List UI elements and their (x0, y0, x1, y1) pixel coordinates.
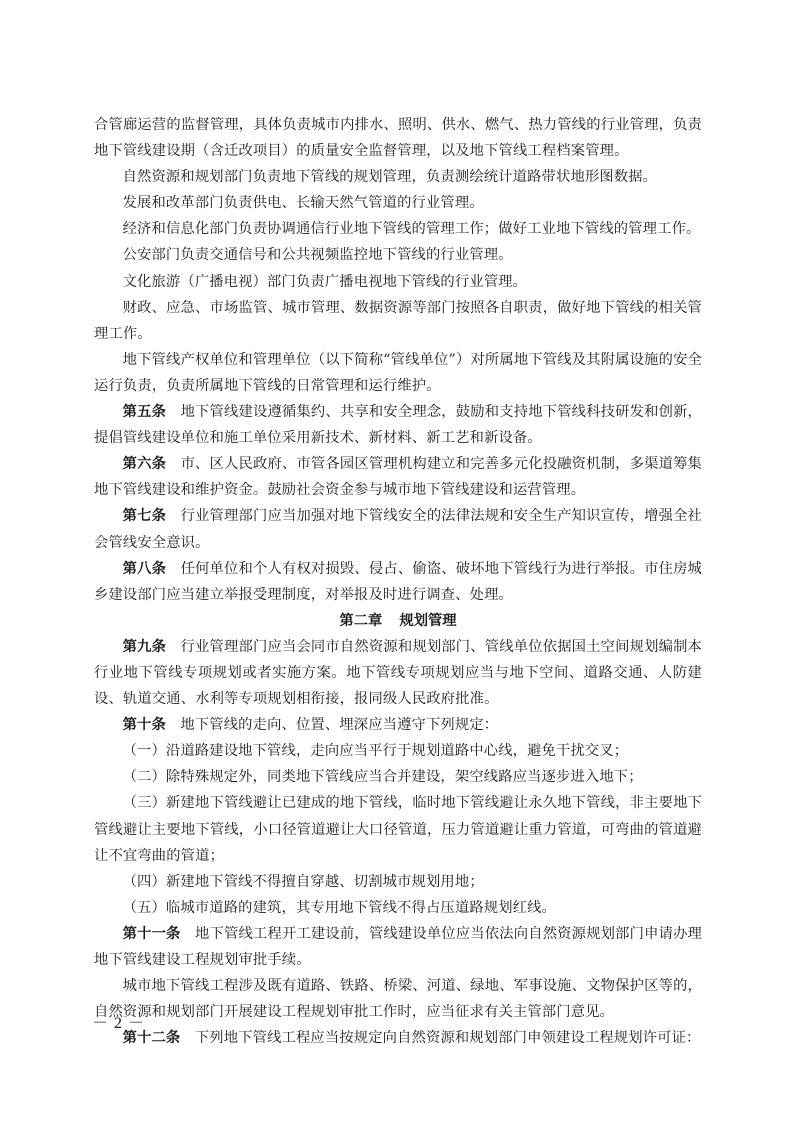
article-number: 第十二条 (122, 1030, 181, 1047)
paragraph-text: 自然资源和规划部门负责地下管线的规划管理，负责测绘统计道路带状地形图数据。 (122, 169, 658, 186)
paragraph (94, 738, 702, 764)
paragraph (94, 190, 702, 216)
article-number: 第六条 (122, 456, 167, 473)
article-paragraph (94, 556, 702, 608)
paragraph-text: （五）临城市道路的建筑，其专用地下管线不得占压道路规划红线。 (122, 899, 556, 916)
article-number: 第八条 (122, 560, 167, 577)
paragraph-text: 任何单位和个人有权对损毁、侵占、偷盗、破坏地下管线行为进行举报。市住房城乡建设部门应当建立举报受理制度，对举报及时进行调查、处理。 (94, 560, 703, 603)
paragraph-text: 市、区人民政府、市管各园区管理机构建立和完善多元化投融资机制，多渠道筹集地下管线建设和维护资金。鼓励社会资金参与城市地下管线建设和运营管理。 (94, 456, 703, 499)
article-paragraph (94, 503, 702, 555)
article-paragraph (94, 712, 702, 738)
paragraph (94, 216, 702, 242)
article-number: 第十一条 (122, 925, 181, 942)
article-paragraph (94, 634, 702, 712)
paragraph-text: （一）沿道路建设地下管线，走向应当平行于规划道路中心线，避免干扰交叉； (122, 743, 629, 760)
article-paragraph (94, 1025, 702, 1051)
paragraph (94, 347, 702, 399)
paragraph-text: 公安部门负责交通信号和公共视频监控地下管线的行业管理。 (122, 247, 513, 264)
article-paragraph (94, 451, 702, 503)
paragraph-continuation (94, 112, 702, 164)
paragraph-text: 合管廊运营的监督管理，具体负责城市内排水、照明、供水、燃气、热力管线的行业管理，负责地下管线建设期（含迁改项目）的质量安全监督管理，以及地下管线工程档案管理。 (94, 117, 702, 160)
paragraph (94, 790, 702, 868)
paragraph-text: 地下管线的走向、位置、埋深应当遵守下列规定： (180, 717, 499, 734)
chapter-title: 规划管理 (399, 612, 457, 629)
paragraph-text: （二）除特殊规定外，同类地下管线应当合并建设，架空线路应当逐步进入地下； (122, 769, 643, 786)
paragraph-text: 地下管线产权单位和管理单位（以下简称“管线单位”）对所属地下管线及其附属设施的安全运行负责，负责所属地下管线的日常管理和运行维护。 (94, 351, 702, 394)
paragraph (94, 764, 702, 790)
paragraph (94, 269, 702, 295)
paragraph (94, 242, 702, 268)
paragraph (94, 895, 702, 921)
page-number: － 2 － (92, 1015, 146, 1032)
chapter-heading (94, 608, 702, 634)
paragraph-text: （三）新建地下管线避让已建成的地下管线，临时地下管线避让永久地下管线，非主要地下管线避让主要地下管线，小口径管道避让大口径管道，压力管道避让重力管道，可弯曲的管道避让不宜弯曲的管道； (94, 795, 702, 864)
paragraph-text: 行业管理部门应当加强对地下管线安全的法律法规和安全生产知识宣传，增强全社会管线安全意识。 (94, 508, 703, 551)
paragraph (94, 295, 702, 347)
article-paragraph (94, 399, 702, 451)
paragraph-text: 财政、应急、市场监管、城市管理、数据资源等部门按照各自职责，做好地下管线的相关管理工作。 (94, 299, 702, 342)
paragraph (94, 869, 702, 895)
paragraph-text: 行业管理部门应当会同市自然资源和规划部门、管线单位依据国土空间规划编制本行业地下管线专项规划或者实施方案。地下管线专项规划应当与地下空间、道路交通、人防建设、轨道交通、水利等专项规划相衔接，报同级人民政府批准。 (94, 638, 703, 708)
paragraph (94, 973, 702, 1025)
paragraph-text: 地下管线工程开工建设前，管线建设单位应当依法向自然资源规划部门申请办理地下管线建设工程规划审批手续。 (94, 925, 703, 968)
article-paragraph (94, 921, 702, 973)
chapter-number: 第二章 (339, 612, 383, 629)
paragraph-text: 下列地下管线工程应当按规定向自然资源和规划部门申领建设工程规划许可证： (194, 1030, 701, 1047)
paragraph-text: 文化旅游（广播电视）部门负责广播电视地下管线的行业管理。 (122, 273, 528, 290)
article-number: 第七条 (122, 508, 167, 525)
paragraph (94, 164, 702, 190)
paragraph-text: 发展和改革部门负责供电、长输天然气管道的行业管理。 (122, 195, 484, 212)
article-number: 第十条 (122, 717, 166, 734)
article-number: 第九条 (122, 638, 167, 655)
paragraph-text: （四）新建地下管线不得擅自穿越、切割城市规划用地； (122, 873, 484, 890)
paragraph-text: 经济和信息化部门负责协调通信行业地下管线的管理工作；做好工业地下管线的管理工作。 (122, 221, 701, 238)
paragraph-text: 城市地下管线工程涉及既有道路、铁路、桥梁、河道、绿地、军事设施、文物保护区等的，自然资源和规划部门开展建设工程规划审批工作时，应当征求有关主管部门意见。 (94, 978, 702, 1021)
document-body (94, 112, 702, 1051)
article-number: 第五条 (122, 404, 167, 421)
paragraph-text: 地下管线建设遵循集约、共享和安全理念，鼓励和支持地下管线科技研发和创新，提倡管线建设单位和施工单位采用新技术、新材料、新工艺和新设备。 (94, 404, 703, 447)
